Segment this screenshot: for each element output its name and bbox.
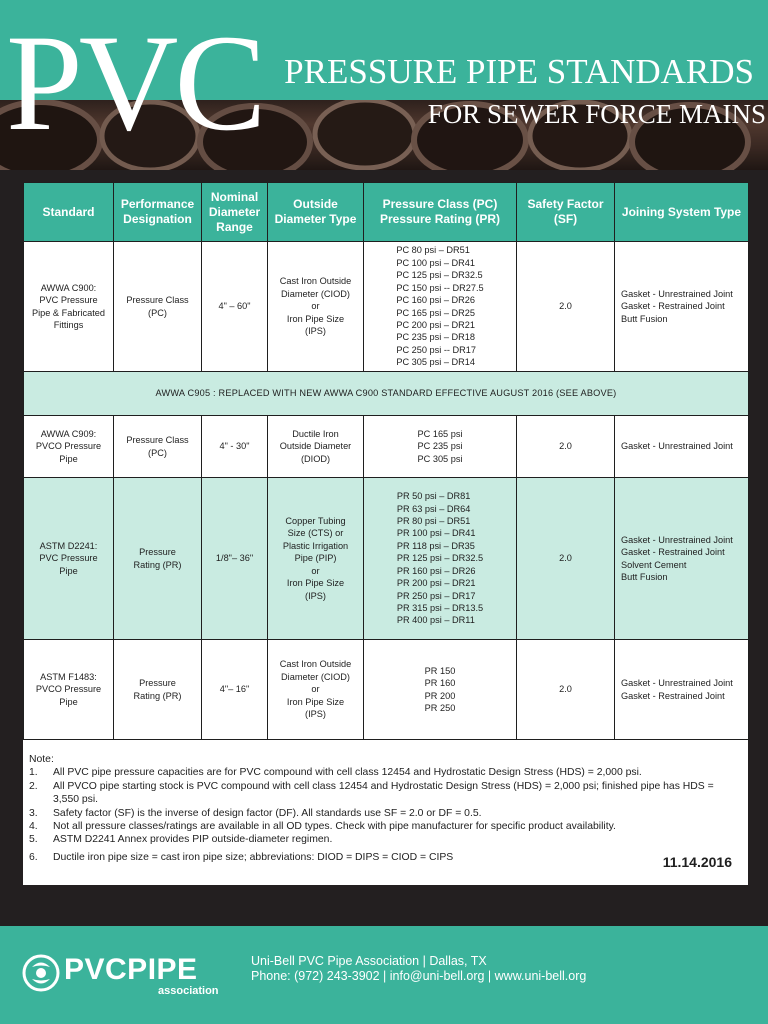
cell-line: Gasket - Restrained Joint — [621, 690, 725, 701]
cell-line: PVC Pressure — [39, 553, 98, 564]
cell-line: Iron Pipe Size — [286, 696, 345, 707]
pressure-list — [425, 665, 456, 715]
note-text: Safety factor (SF) is the inverse of design factor (DF). All standards use SF = 2.0 or DF = 0.5. — [53, 807, 482, 819]
cell-line: PC 305 psi – DR14 — [396, 357, 475, 368]
note-text: All PVC pipe pressure capacities are for PVC compound with cell class 12454 and Hydrostatic Design Stress (HDS) = 2,000 psi. — [53, 767, 642, 779]
pressure-list — [418, 428, 463, 465]
column-header: Performance Designation — [114, 183, 202, 242]
cell-line: PR 50 psi – DR81 — [396, 491, 471, 502]
cell-line: or — [311, 565, 320, 576]
cell-line: PC 235 psi – DR18 — [396, 332, 475, 343]
cell-line: AWWA C909: — [40, 428, 97, 439]
note-number: 2. — [29, 780, 38, 792]
pressure-cell — [364, 640, 517, 740]
note-item — [29, 833, 742, 846]
pressure-list — [397, 490, 483, 626]
cell-line: Butt Fusion — [621, 571, 668, 582]
cell-line: PR 160 — [424, 678, 456, 689]
cell-line: PC 160 psi – DR26 — [396, 295, 475, 306]
standard-cell — [24, 242, 114, 372]
note-text: ASTM D2241 Annex provides PIP outside-diameter regimen. — [53, 834, 333, 846]
table-row — [24, 640, 749, 740]
cell-line: PR 118 psi – DR35 — [396, 540, 475, 551]
note-number: 6. — [29, 851, 38, 863]
cell-line: Rating (PR) — [133, 690, 182, 701]
cell-line: Diameter (CIOD) — [281, 671, 350, 682]
cell-line: ASTM F1483: — [40, 671, 97, 682]
safety-factor-cell: 2.0 — [517, 478, 615, 640]
page-title: PRESSURE PIPE STANDARDS — [284, 52, 754, 91]
notes-section — [23, 740, 748, 885]
cell-line: Gasket - Restrained Joint — [621, 301, 725, 312]
cell-line: Plastic Irrigation — [282, 540, 349, 551]
cell-line: PR 125 psi – DR32.5 — [396, 553, 484, 564]
cell-line: (IPS) — [305, 326, 326, 337]
cell-line: (IPS) — [305, 709, 326, 720]
pvc-logo-text: PVC — [6, 6, 263, 159]
column-header: Nominal Diameter Range — [202, 183, 268, 242]
note-text: All PVCO pipe starting stock is PVC compound with cell class 12454 and Hydrostatic Design Stress (HDS) = 2,000 psi; finished pipe has HDS = 3,550 psi. — [53, 780, 714, 806]
cell-line: PC 250 psi -- DR17 — [396, 344, 476, 355]
cell-line: PR 150 — [424, 665, 456, 676]
od-type-cell — [268, 478, 364, 640]
note-number: 4. — [29, 821, 38, 833]
table-note-row — [24, 372, 749, 416]
notes-list — [29, 766, 742, 864]
joining-cell — [615, 416, 749, 478]
note-item — [29, 766, 742, 779]
cell-line: Gasket - Unrestrained Joint — [621, 678, 733, 689]
cell-line: (IPS) — [305, 590, 326, 601]
safety-factor-cell: 2.0 — [517, 640, 615, 740]
table-row — [24, 416, 749, 478]
cell-line: PC 165 psi — [417, 428, 463, 439]
column-header: Pressure Class (PC) Pressure Rating (PR) — [364, 183, 517, 242]
cell-line: PR 63 psi – DR64 — [396, 503, 471, 514]
cell-line: Diameter (CIOD) — [281, 288, 350, 299]
cell-line: Pipe — [59, 565, 78, 576]
cell-line: Cast Iron Outside — [279, 276, 352, 287]
table-header-row — [24, 183, 749, 242]
od-type-cell — [268, 242, 364, 372]
safety-factor-cell: 2.0 — [517, 416, 615, 478]
designation-cell — [114, 416, 202, 478]
cell-line: Outside Diameter — [279, 441, 352, 452]
pressure-list — [396, 244, 483, 368]
cell-line: PC 80 psi – DR51 — [396, 245, 470, 256]
diameter-cell: 4" - 30" — [202, 416, 268, 478]
cell-line: Iron Pipe Size — [286, 578, 345, 589]
cell-line: Gasket - Unrestrained Joint — [621, 441, 733, 452]
cell-line: PC 125 psi – DR32.5 — [396, 270, 483, 281]
note-text: Not all pressure classes/ratings are available in all OD types. Check with pipe manufacturer for specific product availability. — [53, 821, 616, 833]
od-type-cell — [268, 416, 364, 478]
cell-line: or — [311, 301, 320, 312]
note-text: Ductile iron pipe size = cast iron pipe size; abbreviations: DIOD = DIPS = CIOD = CIPS — [53, 851, 454, 863]
standards-table — [23, 182, 749, 740]
cell-line: Pipe (PIP) — [294, 553, 337, 564]
cell-line: Pressure Class — [126, 435, 189, 446]
cell-line: Pressure — [139, 678, 176, 689]
column-header: Standard — [24, 183, 114, 242]
joining-cell — [615, 242, 749, 372]
cell-line: PC 235 psi — [417, 441, 463, 452]
standards-table-container — [23, 182, 748, 740]
designation-cell — [114, 242, 202, 372]
note-number: 3. — [29, 807, 38, 819]
cell-line: Cast Iron Outside — [279, 659, 352, 670]
joining-cell — [615, 640, 749, 740]
cell-line: PC 305 psi — [417, 453, 463, 464]
cell-line: (PC) — [148, 307, 167, 318]
cell-line: PR 250 — [424, 702, 456, 713]
pressure-cell — [364, 478, 517, 640]
contact-line[interactable]: Phone: (972) 243-3902 | info@uni-bell.org | www.uni-bell.org — [251, 969, 587, 983]
pvcpipe-logo-text: PVCPIPE — [64, 953, 198, 986]
cell-line: PR 100 psi – DR41 — [396, 528, 476, 539]
standard-cell — [24, 416, 114, 478]
cell-line: PR 200 psi – DR21 — [396, 578, 476, 589]
cell-line: PVCO Pressure — [35, 441, 102, 452]
cell-line: PR 250 psi – DR17 — [396, 590, 476, 601]
note-number: 1. — [29, 767, 38, 779]
cell-line: AWWA C900: — [40, 282, 97, 293]
cell-line: PR 80 psi – DR51 — [396, 516, 471, 527]
standard-cell — [24, 478, 114, 640]
notes-heading: Note: — [29, 754, 54, 765]
cell-line: PR 160 psi – DR26 — [396, 565, 476, 576]
cell-line: PR 400 psi – DR11 — [396, 615, 475, 626]
cell-line: or — [311, 684, 320, 695]
cell-line: PC 150 psi -- DR27.5 — [396, 282, 484, 293]
contact-info — [251, 954, 586, 984]
cell-line: Pipe — [59, 453, 78, 464]
page-subtitle: FOR SEWER FORCE MAINS — [427, 99, 766, 129]
note-item — [29, 780, 742, 807]
column-header: Joining System Type — [615, 183, 749, 242]
cell-line: PR 315 psi – DR13.5 — [396, 602, 484, 613]
cell-line: Copper Tubing — [285, 516, 346, 527]
cell-line: PC 165 psi – DR25 — [396, 307, 475, 318]
cell-line: Pressure — [139, 547, 176, 558]
cell-line: (DIOD) — [300, 453, 331, 464]
cell-line: Rating (PR) — [133, 559, 182, 570]
diameter-cell: 1/8"– 36" — [202, 478, 268, 640]
replacement-note: AWWA C905 : REPLACED WITH NEW AWWA C900 STANDARD EFFECTIVE AUGUST 2016 (SEE ABOVE) — [24, 372, 749, 416]
note-item — [29, 851, 742, 864]
column-header: Outside Diameter Type — [268, 183, 364, 242]
pressure-cell — [364, 242, 517, 372]
cell-line: Solvent Cement — [621, 559, 687, 570]
table-row — [24, 242, 749, 372]
cell-line: Fittings — [53, 319, 84, 330]
cell-line: (PC) — [148, 447, 167, 458]
cell-line: Pipe & Fabricated — [31, 307, 106, 318]
cell-line: Size (CTS) or — [287, 528, 344, 539]
cell-line: PR 200 — [424, 690, 456, 701]
joining-cell — [615, 478, 749, 640]
diameter-cell: 4"– 16" — [202, 640, 268, 740]
diameter-cell: 4" – 60" — [202, 242, 268, 372]
page-header — [0, 0, 768, 170]
pressure-cell — [364, 416, 517, 478]
cell-line: Pressure Class — [126, 295, 189, 306]
od-type-cell — [268, 640, 364, 740]
cell-line: Pipe — [59, 696, 78, 707]
cell-line: Gasket - Unrestrained Joint — [621, 288, 733, 299]
pvcpipe-logo-icon — [22, 954, 60, 992]
standard-cell — [24, 640, 114, 740]
designation-cell — [114, 478, 202, 640]
cell-line: Butt Fusion — [621, 313, 668, 324]
cell-line: Gasket - Restrained Joint — [621, 547, 725, 558]
cell-line: PVCO Pressure — [35, 684, 102, 695]
pvcpipe-logo-subtext: association — [158, 985, 219, 997]
address-line: Uni-Bell PVC Pipe Association | Dallas, TX — [251, 954, 487, 968]
note-item — [29, 807, 742, 820]
column-header: Safety Factor (SF) — [517, 183, 615, 242]
cell-line: Gasket - Unrestrained Joint — [621, 534, 733, 545]
note-item — [29, 820, 742, 833]
cell-line: PVC Pressure — [39, 295, 98, 306]
cell-line: Iron Pipe Size — [286, 313, 345, 324]
cell-line: PC 100 psi – DR41 — [396, 257, 475, 268]
safety-factor-cell: 2.0 — [517, 242, 615, 372]
designation-cell — [114, 640, 202, 740]
table-row — [24, 478, 749, 640]
revision-date: 11.14.2016 — [662, 853, 732, 870]
cell-line: ASTM D2241: — [39, 540, 98, 551]
note-number: 5. — [29, 834, 38, 846]
page-footer — [0, 926, 768, 1024]
cell-line: Ductile Iron — [292, 428, 339, 439]
cell-line: PC 200 psi – DR21 — [396, 319, 475, 330]
